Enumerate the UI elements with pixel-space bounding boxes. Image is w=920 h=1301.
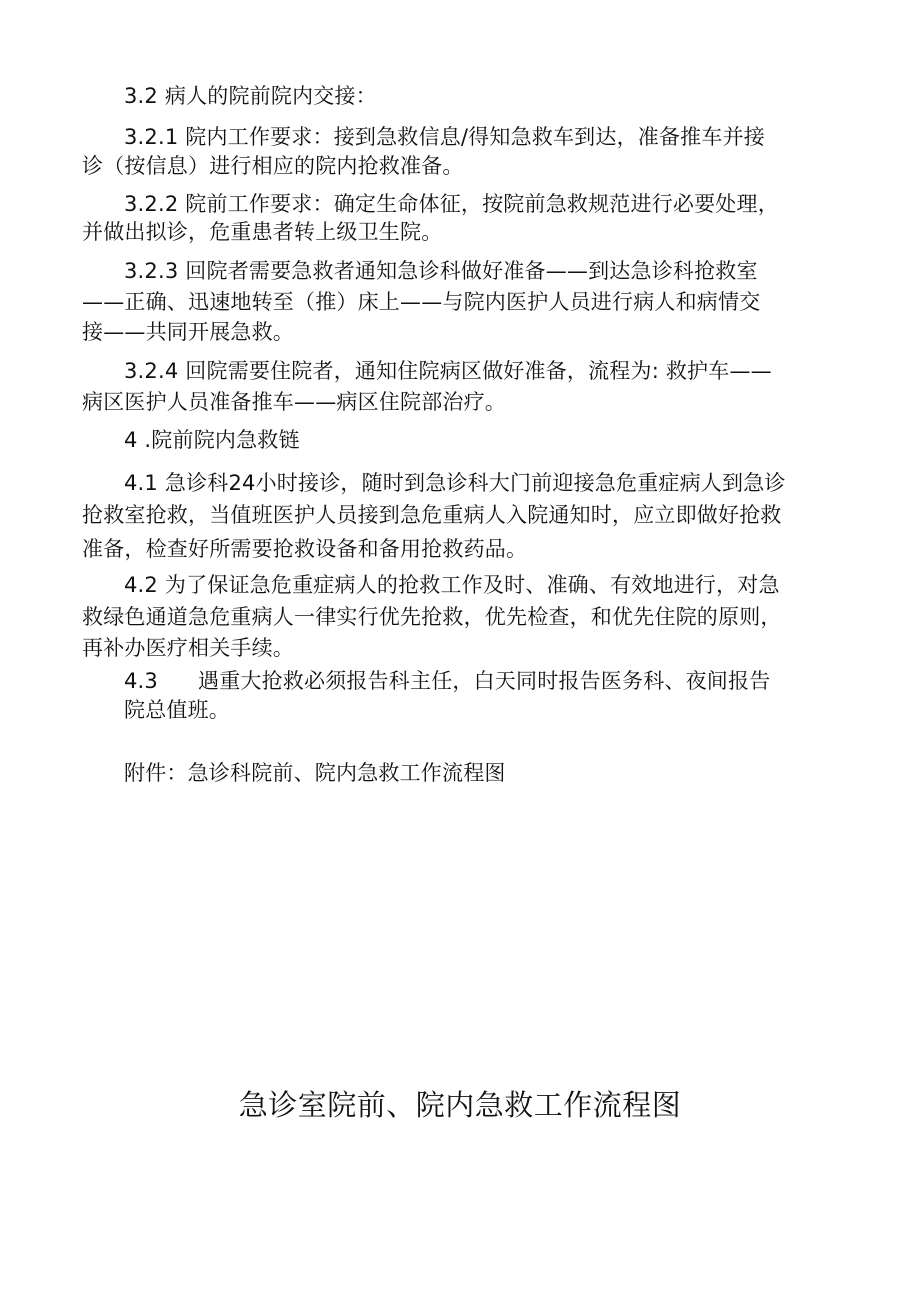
section-3-2-3-line-1: 3.2.3 回院者需要急救者通知急诊科做好准备——到达急诊科抢救室 [124,259,758,283]
section-3-2-3-line-3: 接——共同开展急救。 [82,320,294,344]
section-4-2-line-1: 4.2 为了保证急危重症病人的抢救工作及时、准确、有效地进行，对急 [124,573,780,597]
section-4-3-number: 4.3 [124,669,158,693]
section-3-2-heading: 3.2 病人的院前院内交接： [124,84,377,108]
section-4-1-line-3: 准备，检查好所需要抢救设备和备用抢救药品。 [82,537,528,561]
section-3-2-2-line-1: 3.2.2 院前工作要求：确定生命体征，按院前急救规范进行必要处理， [124,192,779,216]
section-3-2-2-line-2: 并做出拟诊，危重患者转上级卫生院。 [82,220,443,244]
section-4-heading: 4 .院前院内急救链 [124,428,300,452]
section-4-2-line-2: 救绿色通道急危重病人一律实行优先抢救，优先检查，和优先住院的原则， [82,605,782,629]
section-3-2-4-line-2: 病区医护人员准备推车——病区住院部治疗。 [82,390,506,414]
section-4-3-line-2: 院总值班。 [124,698,230,722]
section-3-2-3-line-2: ——正确、迅速地转至（推）床上——与院内医护人员进行病人和病情交 [82,290,761,314]
section-4-1-line-1: 4.1 急诊科24小时接诊，随时到急诊科大门前迎接急危重症病人到急诊 [124,471,786,495]
section-4-2-line-3: 再补办医疗相关手续。 [82,636,294,660]
section-4-3-line-1 [124,665,770,697]
section-4-3-text: 遇重大抢救必须报告科主任，白天同时报告医务科、夜间报告 [198,669,771,693]
attachment-note: 附件：急诊科院前、院内急救工作流程图 [124,761,506,785]
flowchart-title: 急诊室院前、院内急救工作流程图 [238,1088,682,1122]
section-3-2-1-line-2: 诊（按信息）进行相应的院内抢救准备。 [82,154,464,178]
section-4-1-line-2: 抢救室抢救，当值班医护人员接到急危重病人入院通知时，应立即做好抢救 [82,503,782,527]
section-3-2-4-line-1: 3.2.4 回院需要住院者，通知住院病区做好准备，流程为: 救护车—— [124,359,772,383]
section-3-2-1-line-1: 3.2.1 院内工作要求：接到急救信息/得知急救车到达，准备推车并接 [124,125,765,149]
